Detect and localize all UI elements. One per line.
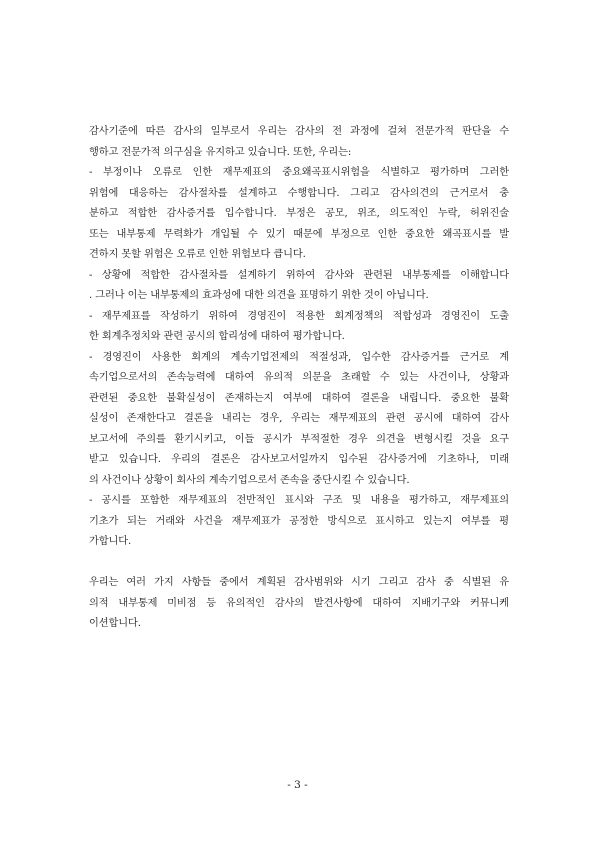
intro-paragraph [89, 122, 509, 163]
text-line: - 공시를 포함한 재무제표의 전반적인 표시와 구조 및 내용을 평가하고, 재무제표의 [89, 495, 509, 506]
text-line: 우리는 여러 가지 사항들 중에서 계획된 감사범위와 시기 그리고 감사 중 식별된 유 [89, 577, 509, 588]
text-line: 받고 있습니다. 우리의 결론은 감사보고서일까지 입수된 감사증거에 기초하나, 미래 [89, 454, 509, 465]
text-line: 한 회계추정치와 관련 공시의 합리성에 대하여 평가합니다. [89, 331, 345, 342]
text-line: 견하지 못할 위험은 오류로 인한 위험보다 큽니다. [89, 249, 306, 260]
bullet-accounting-policies [89, 307, 509, 348]
text-line: 의적 내부통제 미비점 등 유의적인 감사의 발견사항에 대하여 지배기구와 커뮤니케 [89, 597, 509, 609]
text-line: - 상황에 적합한 감사절차를 설계하기 위하여 감사와 관련된 내부통제를 이해합니다 [89, 269, 509, 281]
bullet-presentation [89, 491, 509, 553]
text-line: 의 사건이나 상황이 회사의 계속기업으로서 존속을 중단시킬 수 있습니다. [89, 474, 410, 486]
bullet-fraud-risk [89, 163, 509, 266]
text-line: 분하고 적합한 감사증거를 입수합니다. 부정은 공모, 위조, 의도적인 누락, 허위진술 [89, 208, 509, 219]
bullet-internal-control [89, 266, 509, 307]
text-line: 관련된 중요한 불확실성이 존재하는지 여부에 대하여 결론을 내립니다. 중요한 불확 [89, 392, 509, 404]
text-line: 실성이 존재한다고 결론을 내리는 경우, 우리는 재무제표의 관련 공시에 대하여 감사 [89, 413, 509, 424]
text-line: 속기업으로서의 존속능력에 대하여 유의적 의문을 초래할 수 있는 사건이나, 상황과 [89, 372, 509, 383]
text-line: . 그러나 이는 내부통제의 효과성에 대한 의견을 표명하기 위한 것이 아닙니다. [89, 290, 429, 301]
text-line: 가합니다. [89, 536, 132, 547]
text-line: 행하고 전문가적 의구심을 유지하고 있습니다. 또한, 우리는: [89, 146, 352, 158]
text-line: 이션합니다. [89, 618, 141, 629]
page-number: - 3 - [287, 779, 308, 791]
text-line: 기초가 되는 거래와 사건을 재무제표가 공정한 방식으로 표시하고 있는지 여부를 평 [89, 515, 509, 527]
text-line: - 부정이나 오류로 인한 재무제표의 중요왜곡표시위험을 식별하고 평가하며 그러한 [89, 167, 509, 178]
paragraph-spacer [89, 553, 509, 574]
text-line: 위험에 대응하는 감사절차를 설계하고 수행합니다. 그리고 감사의견의 근거로서 충 [89, 187, 509, 199]
text-line: 보고서에 주의를 환기시키고, 이들 공시가 부적절한 경우 의견을 변형시킬 것을 요구 [89, 433, 509, 445]
communication-paragraph [89, 573, 509, 635]
text-line: - 경영진이 사용한 회계의 계속기업전제의 적절성과, 입수한 감사증거를 근거로 계 [89, 351, 509, 363]
bullet-going-concern [89, 348, 509, 492]
text-line: 감사기준에 따른 감사의 일부로서 우리는 감사의 전 과정에 걸쳐 전문가적 판단을 수 [89, 126, 509, 137]
document-body [89, 122, 509, 635]
text-line: - 재무제표를 작성하기 위하여 경영진이 적용한 회계정책의 적합성과 경영진이 도출 [89, 310, 509, 322]
text-line: 또는 내부통제 무력화가 개입될 수 있기 때문에 부정으로 인한 중요한 왜곡표시를 발 [89, 228, 509, 240]
